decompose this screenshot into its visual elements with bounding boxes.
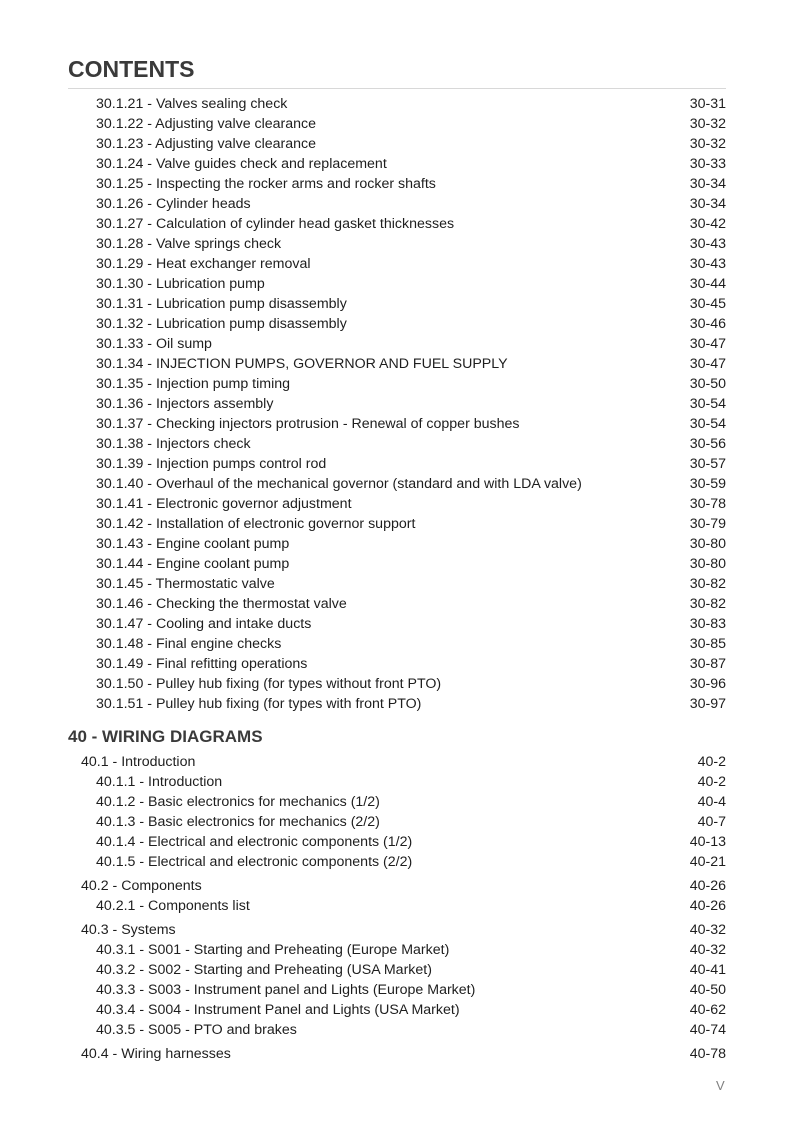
toc-entry-page: 30-54	[689, 396, 726, 412]
toc-entry[interactable]	[96, 174, 726, 194]
toc-entry-label: 30.1.30 - Lubrication pump	[96, 276, 265, 292]
toc-entry-label: 40.3.4 - S004 - Instrument Panel and Lights (USA Market)	[96, 1002, 460, 1018]
toc-entry-label: 30.1.33 - Oil sump	[96, 336, 212, 352]
toc-entry-page: 30-87	[689, 656, 726, 672]
toc-entry[interactable]	[96, 694, 726, 714]
toc-entry-page: 30-83	[689, 616, 726, 632]
toc-entry[interactable]	[96, 394, 726, 414]
toc-entry[interactable]	[81, 752, 726, 772]
toc-entry-label: 30.1.50 - Pulley hub fixing (for types without front PTO)	[96, 676, 442, 692]
toc-entry[interactable]	[96, 1000, 726, 1020]
toc-entry[interactable]	[96, 792, 726, 812]
toc-entry[interactable]	[96, 1020, 726, 1040]
toc-entry-page: 40-2	[697, 754, 726, 770]
toc-entry[interactable]	[96, 414, 726, 434]
title-divider	[68, 88, 726, 89]
toc-entry-page: 30-33	[689, 156, 726, 172]
toc-entry[interactable]	[96, 374, 726, 394]
toc-entry-page: 30-82	[689, 596, 726, 612]
toc-entry-page: 40-41	[689, 962, 726, 978]
toc-entry[interactable]	[96, 554, 726, 574]
toc-entry[interactable]	[96, 274, 726, 294]
toc-entry[interactable]	[81, 1044, 726, 1064]
toc-entry-page: 30-34	[689, 196, 726, 212]
toc-entry[interactable]	[96, 514, 726, 534]
toc-entry[interactable]	[96, 980, 726, 1000]
toc-entry-label: 40.1.4 - Electrical and electronic components (1/2)	[96, 834, 413, 850]
toc-entry-page: 30-97	[689, 696, 726, 712]
toc-entry[interactable]	[96, 314, 726, 334]
toc-entry-label: 30.1.37 - Checking injectors protrusion - Renewal of copper bushes	[96, 416, 520, 432]
toc-entry-label: 40.1.1 - Introduction	[96, 774, 223, 790]
toc-entry[interactable]	[96, 354, 726, 374]
toc-entry-label: 40.2.1 - Components list	[96, 898, 250, 914]
toc-entry-label: 40.3 - Systems	[81, 922, 176, 938]
toc-entry[interactable]	[96, 594, 726, 614]
toc-entry-label: 40.3.3 - S003 - Instrument panel and Lights (Europe Market)	[96, 982, 476, 998]
page-number: V	[716, 1078, 725, 1093]
toc-entry[interactable]	[96, 214, 726, 234]
toc-entry-label: 30.1.24 - Valve guides check and replacement	[96, 156, 387, 172]
toc-entry-page: 40-26	[689, 878, 726, 894]
toc-entry-label: 40.2 - Components	[81, 878, 202, 894]
toc-entry-label: 30.1.39 - Injection pumps control rod	[96, 456, 327, 472]
toc-entry-page: 30-78	[689, 496, 726, 512]
toc-entry-page: 40-50	[689, 982, 726, 998]
toc-entry-page: 30-44	[689, 276, 726, 292]
toc-entry[interactable]	[96, 134, 726, 154]
toc-entry-page: 30-50	[689, 376, 726, 392]
toc-entry[interactable]	[96, 832, 726, 852]
toc-entry-page: 30-47	[689, 336, 726, 352]
toc-entry-page: 30-32	[689, 116, 726, 132]
toc-entry-label: 30.1.28 - Valve springs check	[96, 236, 282, 252]
toc-entry-label: 30.1.29 - Heat exchanger removal	[96, 256, 311, 272]
toc-entry[interactable]	[96, 896, 726, 916]
toc-entry-page: 40-32	[689, 942, 726, 958]
toc-entry-label: 30.1.51 - Pulley hub fixing (for types with front PTO)	[96, 696, 422, 712]
toc-entry-label: 40.1.3 - Basic electronics for mechanics (2/2)	[96, 814, 380, 830]
toc-entry-page: 30-34	[689, 176, 726, 192]
toc-entry[interactable]	[96, 334, 726, 354]
contents-title: CONTENTS	[68, 56, 195, 82]
toc-entry-label: 30.1.43 - Engine coolant pump	[96, 536, 290, 552]
toc-entry-label: 40.3.1 - S001 - Starting and Preheating (Europe Market)	[96, 942, 450, 958]
toc-entry-label: 30.1.27 - Calculation of cylinder head gasket thicknesses	[96, 216, 455, 232]
toc-entry-page: 30-42	[689, 216, 726, 232]
section-heading-40: 40 - WIRING DIAGRAMS	[68, 727, 263, 746]
toc-entry-label: 30.1.22 - Adjusting valve clearance	[96, 116, 317, 132]
toc-entry-page: 30-57	[689, 456, 726, 472]
toc-entry-page: 40-32	[689, 922, 726, 938]
toc-entry-page: 30-59	[689, 476, 726, 492]
toc-entry-page: 40-13	[689, 834, 726, 850]
toc-entry[interactable]	[96, 234, 726, 254]
toc-entry[interactable]	[96, 940, 726, 960]
toc-entry-label: 30.1.26 - Cylinder heads	[96, 196, 251, 212]
toc-entry-page: 40-62	[689, 1002, 726, 1018]
toc-entry-page: 30-96	[689, 676, 726, 692]
toc-entry[interactable]	[96, 674, 726, 694]
toc-entry-page: 30-79	[689, 516, 726, 532]
toc-entry-page: 40-7	[697, 814, 726, 830]
toc-entry-label: 30.1.46 - Checking the thermostat valve	[96, 596, 347, 612]
toc-entry[interactable]	[96, 614, 726, 634]
toc-entry-page: 30-56	[689, 436, 726, 452]
toc-entry-label: 30.1.36 - Injectors assembly	[96, 396, 274, 412]
toc-entry[interactable]	[81, 876, 726, 896]
toc-entry[interactable]	[96, 960, 726, 980]
toc-entry-label: 30.1.35 - Injection pump timing	[96, 376, 291, 392]
toc-entry-page: 30-82	[689, 576, 726, 592]
toc-entry[interactable]	[96, 772, 726, 792]
toc-entry-page: 30-43	[689, 256, 726, 272]
toc-entry-page: 30-32	[689, 136, 726, 152]
toc-entry-label: 30.1.25 - Inspecting the rocker arms and rocker shafts	[96, 176, 436, 192]
toc-entry-page: 40-74	[689, 1022, 726, 1038]
toc-entry[interactable]	[96, 634, 726, 654]
toc-entry[interactable]	[96, 852, 726, 872]
toc-entry-label: 30.1.48 - Final engine checks	[96, 636, 282, 652]
toc-entry-page: 30-43	[689, 236, 726, 252]
toc-entry-label: 30.1.41 - Electronic governor adjustment	[96, 496, 352, 512]
toc-entry-label: 30.1.21 - Valves sealing check	[96, 96, 288, 112]
toc-entry-label: 30.1.49 - Final refitting operations	[96, 656, 308, 672]
toc-entry-label: 30.1.31 - Lubrication pump disassembly	[96, 296, 347, 312]
toc-entry-page: 40-2	[697, 774, 726, 790]
toc-entry-page: 40-78	[689, 1046, 726, 1062]
toc-entry-label: 40.4 - Wiring harnesses	[81, 1046, 231, 1062]
toc-entry-page: 40-21	[689, 854, 726, 870]
toc-entry[interactable]	[96, 254, 726, 274]
toc-entry-label: 30.1.23 - Adjusting valve clearance	[96, 136, 317, 152]
toc-entry-label: 30.1.45 - Thermostatic valve	[96, 576, 275, 592]
toc-entry[interactable]	[96, 294, 726, 314]
toc-entry-label: 30.1.44 - Engine coolant pump	[96, 556, 290, 572]
toc-entry[interactable]	[96, 812, 726, 832]
toc-entry-page: 30-45	[689, 296, 726, 312]
toc-entry-label: 30.1.32 - Lubrication pump disassembly	[96, 316, 347, 332]
toc-entry[interactable]	[96, 154, 726, 174]
toc-entry-label: 30.1.42 - Installation of electronic governor support	[96, 516, 416, 532]
toc-entry-page: 30-47	[689, 356, 726, 372]
toc-entry-label: 30.1.34 - INJECTION PUMPS, GOVERNOR AND FUEL SUPPLY	[96, 356, 508, 372]
toc-entry-label: 40.3.5 - S005 - PTO and brakes	[96, 1022, 297, 1038]
toc-entry-label: 40.1 - Introduction	[81, 754, 196, 770]
toc-entry-label: 30.1.40 - Overhaul of the mechanical governor (standard and with LDA valve)	[96, 476, 582, 492]
toc-entry[interactable]	[96, 474, 726, 494]
toc-entry-page: 30-54	[689, 416, 726, 432]
toc-entry-page: 30-80	[689, 536, 726, 552]
toc-entry[interactable]	[96, 454, 726, 474]
toc-entry[interactable]	[96, 94, 726, 114]
toc-entry[interactable]	[81, 920, 726, 940]
toc-entry-label: 30.1.38 - Injectors check	[96, 436, 251, 452]
toc-entry-page: 30-31	[689, 96, 726, 112]
toc-entry[interactable]	[96, 534, 726, 554]
toc-entry-page: 40-26	[689, 898, 726, 914]
toc-entry-label: 40.3.2 - S002 - Starting and Preheating (USA Market)	[96, 962, 432, 978]
toc-entry-page: 30-46	[689, 316, 726, 332]
toc-entry-label: 30.1.47 - Cooling and intake ducts	[96, 616, 312, 632]
toc-entry[interactable]	[96, 194, 726, 214]
toc-entry[interactable]	[96, 434, 726, 454]
toc-entry-label: 40.1.5 - Electrical and electronic components (2/2)	[96, 854, 413, 870]
toc-entry[interactable]	[96, 654, 726, 674]
toc-entry[interactable]	[96, 494, 726, 514]
toc-entry-page: 30-80	[689, 556, 726, 572]
toc-entry[interactable]	[96, 114, 726, 134]
toc-entry-page: 40-4	[697, 794, 726, 810]
toc-entry[interactable]	[96, 574, 726, 594]
toc-entry-label: 40.1.2 - Basic electronics for mechanics (1/2)	[96, 794, 380, 810]
toc-entry-page: 30-85	[689, 636, 726, 652]
